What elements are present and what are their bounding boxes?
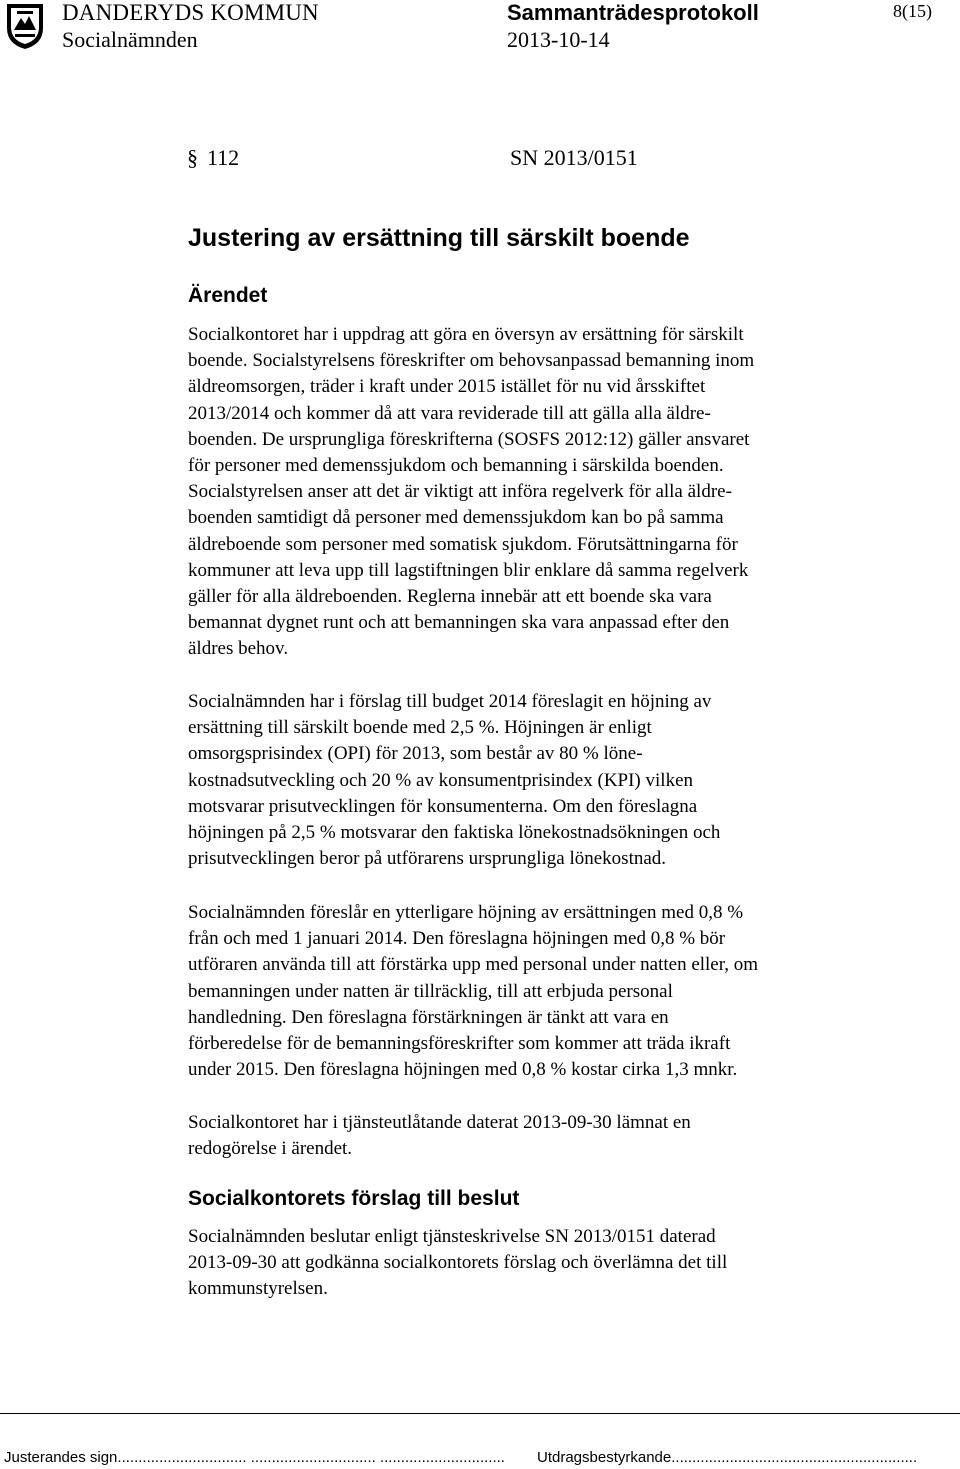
text-line: boenden samtidigt då personer med demenssjukdom kan bo på samma bbox=[188, 507, 724, 529]
text-line: 2013/2014 och kommer då att vara reviderade till att gälla alla äldre- bbox=[188, 402, 711, 424]
text-line: äldreboende som personer med somatisk sjukdom. Förutsättningarna för bbox=[188, 533, 738, 555]
section-number: 112 bbox=[207, 145, 240, 170]
text-line: boenden. De ursprungliga föreskrifterna (SOSFS 2012:12) gäller ansvaret bbox=[188, 428, 750, 450]
paragraph-5 bbox=[188, 1224, 888, 1303]
text-line: äldres behov. bbox=[188, 638, 289, 660]
paragraph-3 bbox=[188, 900, 888, 1083]
text-line: Socialnämnden har i förslag till budget 2014 föreslagit en höjning av bbox=[188, 691, 712, 712]
header-organization: DANDERYDS KOMMUN bbox=[62, 0, 319, 25]
text-line: förberedelse för de bemanningsföreskrifter som kommer att träda ikraft bbox=[188, 1033, 731, 1055]
heading-forslag: Socialkontorets förslag till beslut bbox=[188, 1187, 520, 1210]
text-line: från och med 1 januari 2014. Den föreslagna höjningen med 0,8 % bör bbox=[188, 928, 726, 950]
page-number: 8(15) bbox=[893, 1, 932, 21]
text-line: Socialkontoret har i tjänsteutlåtande daterat 2013-09-30 lämnat en bbox=[188, 1112, 691, 1133]
text-line: kommunstyrelsen. bbox=[188, 1278, 328, 1300]
header-document-type: Sammanträdesprotokoll bbox=[507, 0, 759, 25]
text-line: bemannat dygnet runt och att bemanningen ska vara anpassad efter den bbox=[188, 612, 730, 634]
text-line: kommuner att leva upp till lagstiftningen blir enklare då samma regelverk bbox=[188, 559, 749, 581]
case-number: SN 2013/0151 bbox=[510, 145, 638, 170]
municipality-logo bbox=[6, 2, 44, 50]
text-line: ersättning till särskilt boende med 2,5 %. Höjningen är enligt bbox=[188, 717, 652, 739]
text-line: kostnadsutveckling och 20 % av konsumentprisindex (KPI) vilken bbox=[188, 769, 694, 791]
paragraph-2 bbox=[188, 689, 888, 872]
section-sign: § bbox=[187, 145, 198, 170]
paragraph-1 bbox=[188, 322, 888, 663]
text-line: gäller för alla äldreboenden. Reglerna innebär att ett boende ska vara bbox=[188, 586, 712, 608]
text-line: prisutvecklingen beror på utförarens ursprungliga lönekostnad. bbox=[188, 848, 667, 870]
header-date: 2013-10-14 bbox=[507, 27, 610, 52]
text-line: Socialkontoret har i uppdrag att göra en översyn av ersättning för särskilt bbox=[188, 324, 744, 345]
text-line: Socialstyrelsen anser att det är viktigt att införa regelverk för alla äldre- bbox=[188, 481, 732, 503]
text-line: boende. Socialstyrelsens föreskrifter om behovsanpassad bemanning inom bbox=[188, 350, 755, 372]
document-title: Justering av ersättning till särskilt boende bbox=[188, 224, 690, 252]
footer-certification-line: Utdragsbestyrkande........................................................... bbox=[537, 1449, 918, 1466]
text-line: motsvarar prisutvecklingen för konsumenterna. Om den föreslagna bbox=[188, 795, 698, 817]
text-line: bemanningen under natten är tillräcklig, till att erbjuda personal bbox=[188, 980, 673, 1002]
text-line: äldreomsorgen, träder i kraft under 2015 istället för nu vid årsskiftet bbox=[188, 376, 706, 398]
text-line: utföraren använda till att förstärka upp med personal under natten eller, om bbox=[188, 954, 759, 976]
text-line: höjningen på 2,5 % motsvarar den faktiska lönekostnadsökningen och bbox=[188, 822, 721, 844]
paragraph-4 bbox=[188, 1110, 888, 1162]
footer-signature-line: Justerandes sign............................... .............................. .............................. bbox=[4, 1449, 505, 1466]
text-line: under 2015. Den föreslagna höjningen med 0,8 % kostar cirka 1,3 mnkr. bbox=[188, 1059, 738, 1081]
text-line: handledning. Den föreslagna förstärkningen är tänkt att vara en bbox=[188, 1006, 669, 1028]
text-line: Socialnämnden beslutar enligt tjänsteskrivelse SN 2013/0151 daterad bbox=[188, 1226, 716, 1247]
heading-arendet: Ärendet bbox=[188, 284, 268, 307]
text-line: för personer med demenssjukdom och bemanning i särskilda boenden. bbox=[188, 455, 724, 477]
text-line: Socialnämnden föreslår en ytterligare höjning av ersättningen med 0,8 % bbox=[188, 902, 744, 923]
header-committee: Socialnämnden bbox=[62, 27, 198, 52]
text-line: omsorgsprisindex (OPI) för 2013, som består av 80 % löne- bbox=[188, 743, 643, 765]
text-line: 2013-09-30 att godkänna socialkontorets förslag och överlämna det till bbox=[188, 1252, 728, 1274]
footer-divider bbox=[0, 1413, 960, 1414]
text-line: redogörelse i ärendet. bbox=[188, 1138, 353, 1160]
